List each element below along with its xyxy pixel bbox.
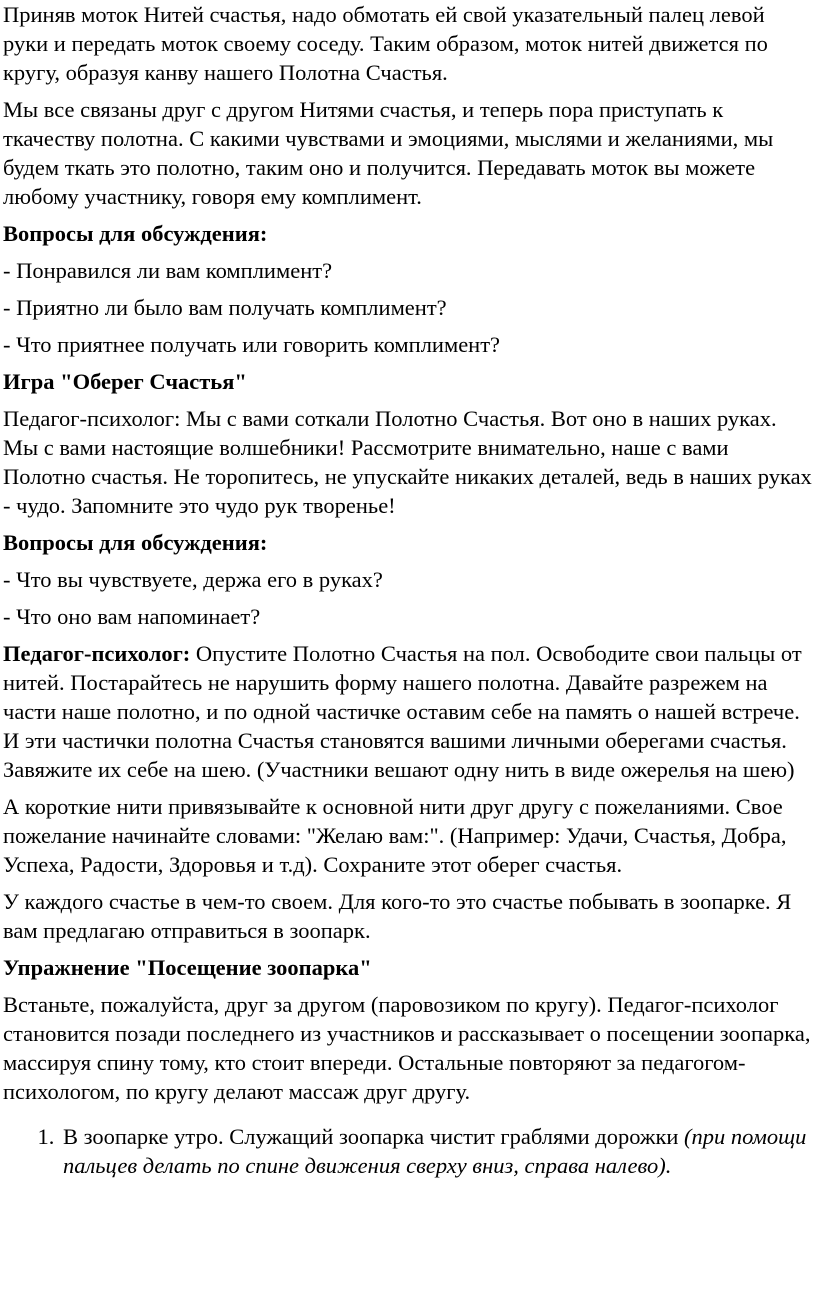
heading-discussion-questions-1: Вопросы для обсуждения: [3,221,268,246]
paragraph-weaving: Мы все связаны друг с другом Нитями счастья, и теперь пора приступать к ткачеству полотна. С какими чувствами и эмоциями, мыслями и желаниями, мы будем ткать это полотно, таким оно и получится. Передавать моток вы можете любому участнику, говоря ему комплимент. [3,97,774,209]
heading-discussion-questions-2: Вопросы для обсуждения: [3,530,268,555]
list-item [60,1122,813,1180]
list-item-text: В зоопарке утро. Служащий зоопарка чистит граблями дорожки [63,1124,685,1149]
question-item: - Что приятнее получать или говорить комплимент? [3,332,501,357]
paragraph-cut-canvas-text: Опустите Полотно Счастья на пол. Освободите свои пальцы от нитей. Постарайтесь не нарушить форму нашего полотна. Давайте разрежем на части наше полотно, и по одной частичке оставим себе на память о нашей встрече. И эти частички полотна Счастья становятся вашими личными оберегами счастья. Завяжите их себе на шею. (Участники вешают одну нить в виде ожерелья на шею) [3,641,802,782]
paragraph-psychologist-speech: Педагог-психолог: Мы с вами соткали Полотно Счастья. Вот оно в наших руках. Мы с вами настоящие волшебники! Рассмотрите внимательно, наше с вами Полотно счастья. Не торопитесь, не упускайте никаких деталей, ведь в наших руках - чудо. Запомните это чудо рук творенье! [3,406,812,518]
heading-game-talisman: Игра "Оберег Счастья" [3,369,247,394]
paragraph-threads-intro: Приняв моток Нитей счастья, надо обмотать ей свой указательный палец левой руки и передать моток своему соседу. Таким образом, моток нитей движется по кругу, образуя канву нашего Полотна Счастья. [3,2,768,85]
speaker-label: Педагог-психолог: [3,641,191,666]
numbered-list [3,1122,813,1180]
question-item: - Что оно вам напоминает? [3,604,261,629]
paragraph-zoo-instructions: Встаньте, пожалуйста, друг за другом (паровозиком по кругу). Педагог-психолог становится позади последнего из участников и рассказывает о посещении зоопарка, массируя спину тому, кто стоит впереди. Остальные повторяют за педагогом-психологом, по кругу делают массаж друг другу. [3,992,811,1104]
paragraph-cut-canvas [3,639,813,784]
heading-zoo-exercise: Упражнение "Посещение зоопарка" [3,955,372,980]
question-item: - Приятно ли было вам получать комплимент? [3,295,447,320]
paragraph-wishes: А короткие нити привязывайте к основной нити друг другу с пожеланиями. Свое пожелание начинайте словами: "Желаю вам:". (Например: Удачи, Счастья, Добра, Успеха, Радости, Здоровья и т.д). Сохраните этот оберег счастья. [3,794,787,877]
list-item-italic-note: (при помощи пальцев делать по спине движения сверху вниз, справа налево). [63,1124,807,1178]
question-item: - Понравился ли вам комплимент? [3,258,333,283]
question-item: - Что вы чувствуете, держа его в руках? [3,567,383,592]
paragraph-zoo-intro: У каждого счастье в чем-то своем. Для кого-то это счастье побывать в зоопарке. Я вам предлагаю отправиться в зоопарк. [3,889,792,943]
